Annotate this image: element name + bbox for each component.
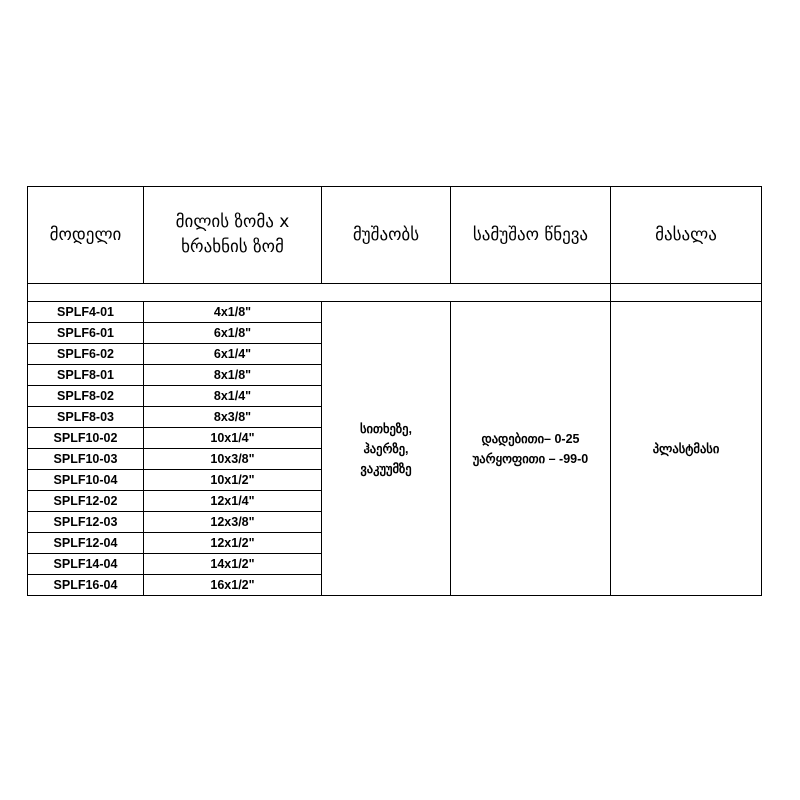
size-cell: 6x1/8" bbox=[144, 323, 322, 344]
table-row bbox=[28, 302, 762, 323]
size-cell: 6x1/4" bbox=[144, 344, 322, 365]
spacer-cell-material bbox=[611, 284, 762, 302]
spec-table bbox=[27, 186, 762, 596]
works-on-line: ვაკუუმზე bbox=[360, 461, 412, 476]
model-cell: SPLF4-01 bbox=[28, 302, 144, 323]
header-model: მოდელი bbox=[28, 187, 144, 284]
works-on-line: სითხეზე, bbox=[360, 421, 412, 436]
pressure-line: დადებითი– 0-25 bbox=[481, 431, 580, 446]
size-cell: 12x1/2" bbox=[144, 533, 322, 554]
model-cell: SPLF14-04 bbox=[28, 554, 144, 575]
spacer-cell bbox=[28, 284, 611, 302]
working-pressure-cell bbox=[451, 302, 611, 596]
pressure-line: უარყოფითი – -99-0 bbox=[472, 451, 589, 466]
size-cell: 10x1/2" bbox=[144, 470, 322, 491]
model-cell: SPLF6-02 bbox=[28, 344, 144, 365]
model-cell: SPLF6-01 bbox=[28, 323, 144, 344]
size-cell: 12x1/4" bbox=[144, 491, 322, 512]
model-cell: SPLF10-04 bbox=[28, 470, 144, 491]
model-cell: SPLF12-03 bbox=[28, 512, 144, 533]
model-cell: SPLF12-02 bbox=[28, 491, 144, 512]
header-working-pressure: სამუშაო წნევა bbox=[451, 187, 611, 284]
model-cell: SPLF16-04 bbox=[28, 575, 144, 596]
model-cell: SPLF8-01 bbox=[28, 365, 144, 386]
works-on-line: ჰაერზე, bbox=[363, 441, 409, 456]
header-size-line1: მილის ზომა x bbox=[175, 212, 290, 232]
model-cell: SPLF10-02 bbox=[28, 428, 144, 449]
size-cell: 8x1/4" bbox=[144, 386, 322, 407]
size-cell: 8x1/8" bbox=[144, 365, 322, 386]
material-cell: პლასტმასი bbox=[611, 302, 762, 596]
model-cell: SPLF8-02 bbox=[28, 386, 144, 407]
header-size-line2: ხრახნის ზომ bbox=[181, 237, 284, 257]
header-works-on: მუშაობს bbox=[322, 187, 451, 284]
size-cell: 14x1/2" bbox=[144, 554, 322, 575]
size-cell: 16x1/2" bbox=[144, 575, 322, 596]
model-cell: SPLF12-04 bbox=[28, 533, 144, 554]
header-material: მასალა bbox=[611, 187, 762, 284]
size-cell: 8x3/8" bbox=[144, 407, 322, 428]
header-row bbox=[28, 187, 762, 284]
spacer-row bbox=[28, 284, 762, 302]
size-cell: 10x1/4" bbox=[144, 428, 322, 449]
works-on-cell bbox=[322, 302, 451, 596]
header-size bbox=[144, 187, 322, 284]
size-cell: 12x3/8" bbox=[144, 512, 322, 533]
model-cell: SPLF10-03 bbox=[28, 449, 144, 470]
size-cell: 4x1/8" bbox=[144, 302, 322, 323]
size-cell: 10x3/8" bbox=[144, 449, 322, 470]
model-cell: SPLF8-03 bbox=[28, 407, 144, 428]
